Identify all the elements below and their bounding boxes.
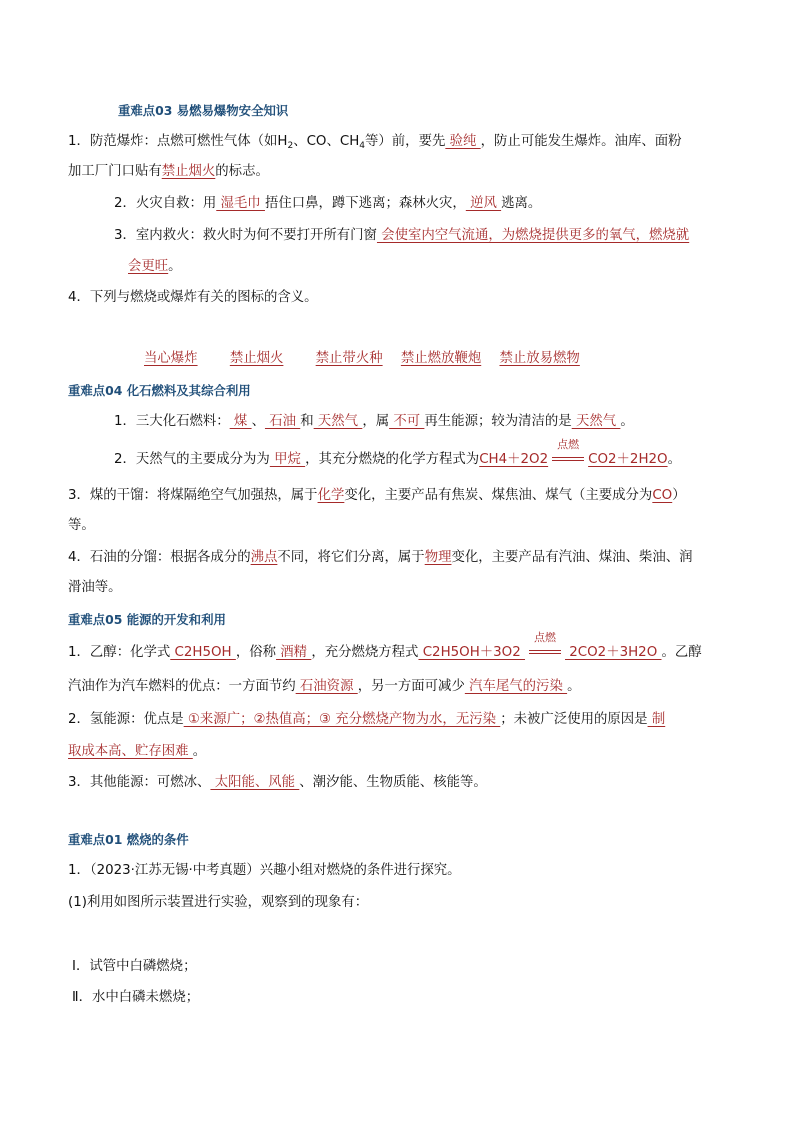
answer-alcohol: 酒精 bbox=[276, 645, 312, 660]
equation-methane-left: CH4＋2O2 bbox=[479, 452, 549, 467]
s04-line-1 bbox=[114, 412, 634, 432]
text: 汽油作为汽车燃料的优点：一方面节约 bbox=[68, 679, 296, 694]
s05-line-2 bbox=[68, 710, 665, 730]
answer-cleanest: 天然气 bbox=[571, 414, 621, 429]
text: 3．煤的干馏：将煤隔绝空气加强热，属于 bbox=[68, 488, 318, 503]
section-01-heading: 重难点01 燃烧的条件 bbox=[68, 832, 189, 847]
answer-solar-wind: 太阳能、风能 bbox=[210, 775, 300, 790]
text: 。 bbox=[567, 679, 581, 694]
icon-meaning-2: 禁止烟火 bbox=[229, 351, 284, 366]
text: 加工厂门口贴有 bbox=[68, 164, 162, 179]
text: 、 bbox=[251, 414, 265, 429]
s03-line-3 bbox=[114, 226, 689, 246]
text: 2．天然气的主要成分为为 bbox=[114, 452, 270, 467]
text: 逃离。 bbox=[501, 196, 542, 211]
text: 1．防范爆炸：点燃可燃性气体（如H bbox=[68, 134, 288, 149]
answer-indoor-fire: 会使室内空气流通，为燃烧提供更多的氧气，燃烧就 bbox=[376, 228, 690, 243]
reaction-condition bbox=[548, 438, 588, 470]
subscript: 4 bbox=[359, 141, 366, 151]
s03-line-3b bbox=[128, 257, 182, 277]
text: 捂住口鼻，蹲下逃离；森林火灾， bbox=[264, 196, 466, 211]
text: 3．室内救火：救火时为何不要打开所有门窗 bbox=[114, 228, 377, 243]
s05-line-3 bbox=[68, 773, 487, 793]
text: ） bbox=[672, 488, 686, 503]
answer-wet-towel: 湿毛巾 bbox=[216, 196, 265, 211]
text: ，另一方面可减少 bbox=[357, 679, 465, 694]
answer-co: CO bbox=[652, 488, 673, 503]
reaction-condition bbox=[525, 631, 565, 663]
condition-ignite: 点燃 bbox=[557, 438, 580, 451]
text: 、CO、CH bbox=[293, 134, 360, 149]
s05-line-1 bbox=[68, 631, 702, 663]
text: ，属 bbox=[362, 414, 390, 429]
answer-indoor-fire-cont: 会更旺 bbox=[128, 259, 169, 274]
text: 、潮汐能、生物质能、核能等。 bbox=[299, 775, 487, 790]
text: 2．氢能源：优点是 bbox=[68, 712, 184, 727]
icon-meaning-3: 禁止带火种 bbox=[315, 351, 383, 366]
condition-ignite: 点燃 bbox=[534, 631, 557, 644]
s04-line-4 bbox=[68, 548, 693, 568]
answer-boiling-point: 沸点 bbox=[250, 550, 278, 565]
answer-hydrogen-reason: 制 bbox=[647, 712, 666, 727]
text: 变化，主要产品有汽油、煤油、柴油、润 bbox=[451, 550, 693, 565]
equals-sign bbox=[552, 457, 584, 461]
icon-meaning-5: 禁止放易燃物 bbox=[499, 351, 580, 366]
icon-meaning-4: 禁止燃放鞭炮 bbox=[400, 351, 482, 366]
question-1-part-1: (1)利用如图所示装置进行实验，观察到的现象有： bbox=[68, 895, 369, 910]
s04-line-3 bbox=[68, 486, 686, 506]
section-03-heading: 重难点03 易燃易爆物安全知识 bbox=[118, 103, 289, 118]
equation-ethanol-left: C2H5OH＋3O2 bbox=[418, 645, 526, 660]
text: 1．乙醇：化学式 bbox=[68, 645, 171, 660]
equation-ethanol-right: 2CO2＋3H2O bbox=[565, 645, 662, 660]
s05-line-1b bbox=[68, 677, 580, 697]
equation-methane-right: CO2＋2H2O bbox=[588, 452, 668, 467]
answer-no-fire: 禁止烟火 bbox=[161, 164, 216, 179]
answer-methane: 甲烷 bbox=[269, 452, 306, 467]
answer-natural-gas: 天然气 bbox=[313, 414, 363, 429]
text: 。 bbox=[168, 259, 182, 274]
text: 。 bbox=[667, 452, 681, 467]
s04-line-2 bbox=[114, 438, 681, 470]
text: 4．石油的分馏：根据各成分的 bbox=[68, 550, 251, 565]
answer-ethanol-formula: C2H5OH bbox=[170, 645, 236, 660]
observation-1: Ⅰ．试管中白磷燃烧； bbox=[72, 959, 197, 974]
text: 不同，将它们分离，属于 bbox=[277, 550, 425, 565]
text: ，防止可能发生爆炸。油库、面粉 bbox=[480, 134, 682, 149]
answer-non-renewable: 不可 bbox=[389, 414, 425, 429]
text: 等）前，要先 bbox=[365, 134, 446, 149]
s05-line-2b bbox=[68, 742, 206, 762]
equals-sign bbox=[529, 650, 561, 654]
answer-physical: 物理 bbox=[424, 550, 452, 565]
icon-meaning-1: 当心爆炸 bbox=[144, 351, 198, 366]
s04-line-4b: 滑油等。 bbox=[68, 580, 122, 595]
text: 3．其他能源：可燃冰、 bbox=[68, 775, 211, 790]
text: 1．三大化石燃料： bbox=[114, 414, 230, 429]
answer-verify-purity: 验纯 bbox=[445, 134, 481, 149]
answer-chemical: 化学 bbox=[317, 488, 345, 503]
observation-2: Ⅱ．水中白磷未燃烧； bbox=[72, 990, 200, 1005]
text: 的标志。 bbox=[215, 164, 269, 179]
text: 和 bbox=[300, 414, 314, 429]
text: ，俗称 bbox=[235, 645, 277, 660]
text: ，其充分燃烧的化学方程式为 bbox=[305, 452, 480, 467]
text: ；未被广泛使用的原因是 bbox=[500, 712, 648, 727]
section-04-heading: 重难点04 化石燃料及其综合利用 bbox=[68, 383, 251, 398]
text: ，充分燃烧方程式 bbox=[311, 645, 419, 660]
answer-hydrogen-advantages: ①来源广；②热值高；③ 充分燃烧产物为水，无污染 bbox=[183, 712, 501, 727]
icon-meaning-row bbox=[144, 349, 592, 369]
s03-line-2 bbox=[114, 194, 541, 214]
text: 。 bbox=[192, 744, 207, 759]
question-1: 1．（2023·江苏无锡·中考真题）兴趣小组对燃烧的条件进行探究。 bbox=[68, 863, 461, 878]
s03-line-4: 4．下列与燃烧或爆炸有关的图标的含义。 bbox=[68, 290, 318, 305]
text: 2．火灾自救：用 bbox=[114, 196, 217, 211]
text: 再生能源；较为清洁的是 bbox=[424, 414, 572, 429]
text: 。 bbox=[620, 414, 634, 429]
section-05-heading: 重难点05 能源的开发和利用 bbox=[68, 612, 226, 627]
answer-hydrogen-reason-cont: 取成本高、贮存困难 bbox=[68, 744, 193, 759]
answer-coal: 煤 bbox=[229, 414, 252, 429]
subscript: 2 bbox=[287, 141, 294, 151]
answer-petroleum: 石油 bbox=[264, 414, 301, 429]
text: 。乙醇 bbox=[661, 645, 702, 660]
text: 变化，主要产品有焦炭、煤焦油、煤气（主要成分为 bbox=[344, 488, 653, 503]
answer-upwind: 逆风 bbox=[465, 196, 502, 211]
answer-save-oil: 石油资源 bbox=[295, 679, 358, 694]
answer-reduce-exhaust: 汽车尾气的污染 bbox=[464, 679, 568, 694]
s04-line-3b: 等。 bbox=[68, 518, 95, 533]
s03-line-1b bbox=[68, 162, 269, 182]
s03-line-1 bbox=[68, 132, 682, 152]
